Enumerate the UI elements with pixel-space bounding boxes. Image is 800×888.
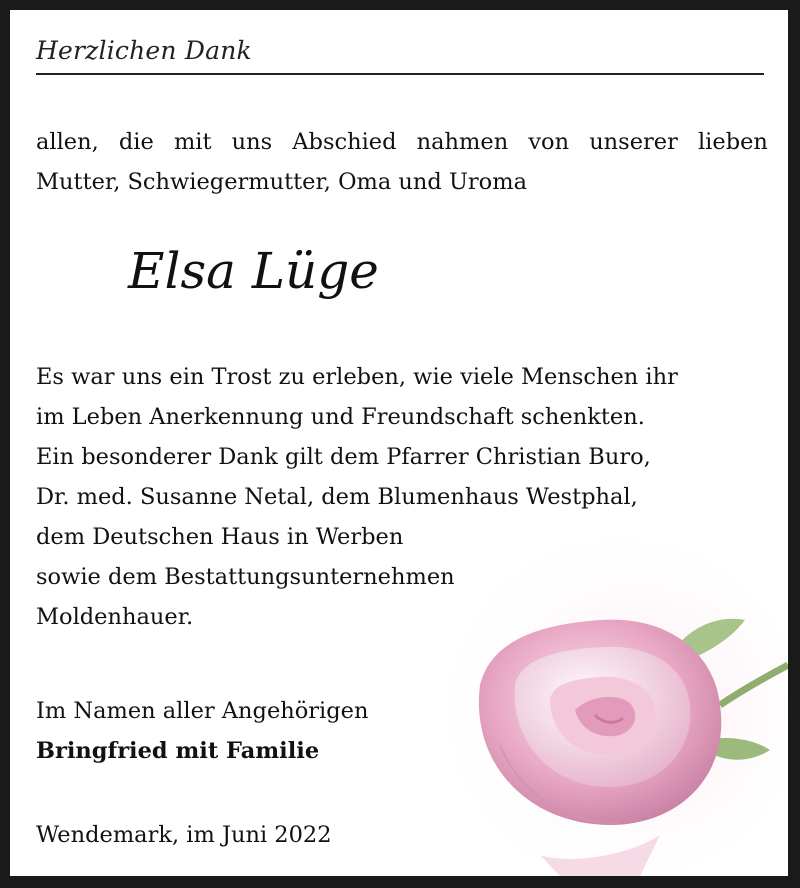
deceased-name: Elsa Lüge (128, 242, 379, 300)
intro-word: nahmen (416, 129, 509, 155)
message-line: Ein besonderer Dank gilt dem Pfarrer Christian Buro, (36, 444, 651, 470)
obituary-card (10, 10, 788, 876)
signature-family: Bringfried mit Familie (36, 738, 320, 764)
heading-rule (36, 73, 764, 75)
intro-word: Abschied (292, 129, 397, 155)
intro-line-1 (36, 122, 768, 162)
intro-word: von (528, 129, 570, 155)
intro-text (36, 122, 768, 202)
heading: Herzlichen Dank (36, 36, 252, 65)
message-line: sowie dem Bestattungsunternehmen (36, 564, 455, 590)
signature (36, 691, 368, 771)
message-line: Dr. med. Susanne Netal, dem Blumenhaus Westphal, (36, 484, 638, 510)
intro-word: allen, (36, 129, 99, 155)
message-line: Moldenhauer. (36, 604, 194, 630)
intro-word: uns (231, 129, 273, 155)
signature-line: Im Namen aller Angehörigen (36, 698, 369, 724)
intro-word: lieben (697, 129, 768, 155)
intro-word: die (118, 129, 154, 155)
intro-word: unserer (589, 129, 678, 155)
message-line: dem Deutschen Haus in Werben (36, 524, 404, 550)
message-line: im Leben Anerkennung und Freundschaft schenkten. (36, 404, 645, 430)
intro-line-2: Mutter, Schwiegermutter, Oma und Uroma (36, 169, 527, 195)
place-date: Wendemark, im Juni 2022 (36, 822, 332, 848)
message-text (36, 357, 678, 637)
intro-word: mit (173, 129, 212, 155)
message-line: Es war uns ein Trost zu erleben, wie viele Menschen ihr (36, 364, 678, 390)
